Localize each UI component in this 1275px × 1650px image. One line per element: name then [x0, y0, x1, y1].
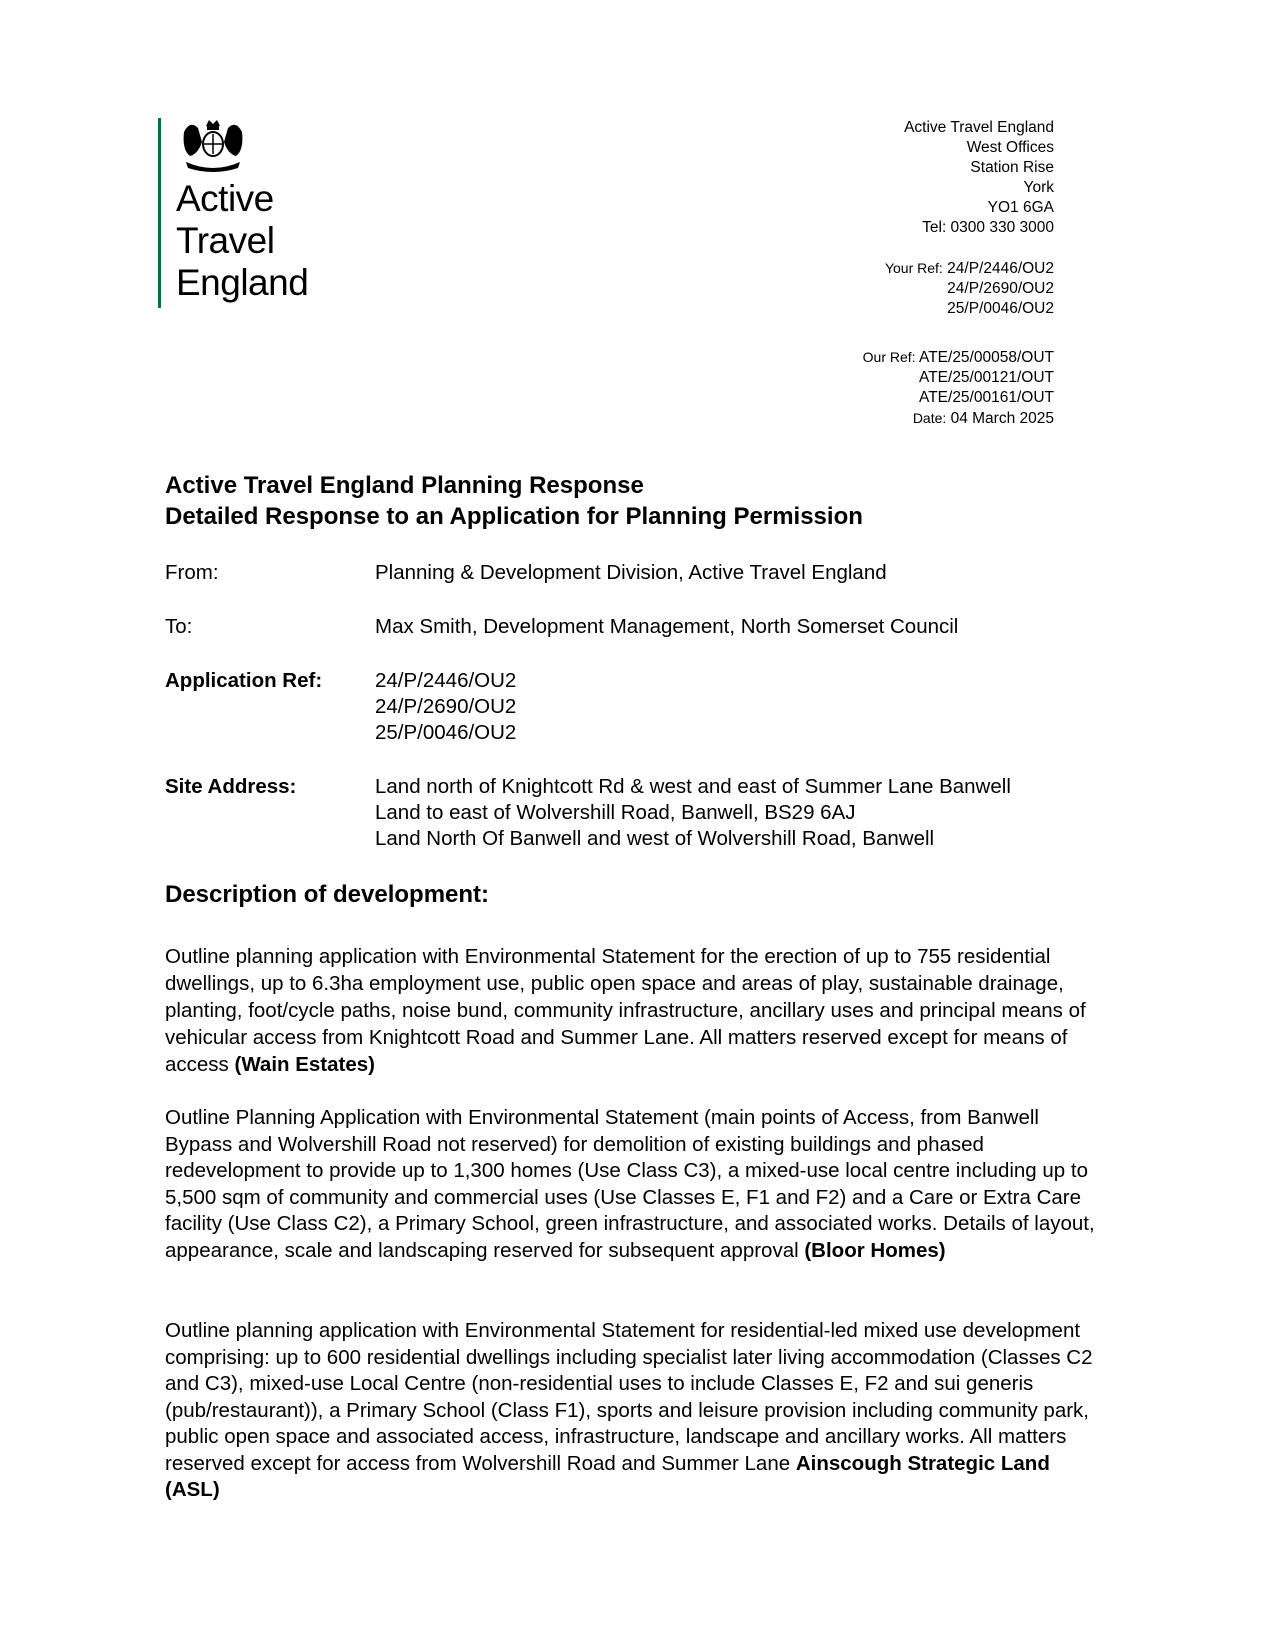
from-row: From: Planning & Development Division, Active Travel England — [165, 561, 887, 584]
address-line: Station Rise — [970, 159, 1054, 176]
sender-address-block — [863, 118, 1054, 429]
royal-coat-of-arms-icon — [176, 112, 250, 174]
subtitle-line: Detailed Response to an Application for Planning Permission — [165, 503, 863, 530]
site-address-row: Site Address: Land north of Knightcott Rd & west and east of Summer Lane Banwell Land to east of Wolvershill Road, Banwell, BS29 6AJ Land North Of Banwell and west of Wolvershill Road, Banwell — [165, 775, 1011, 850]
our-ref-line: ATE/25/00121/OUT — [919, 369, 1054, 386]
document-title — [165, 470, 863, 532]
logo-accent-bar — [158, 118, 161, 308]
response-metadata — [165, 560, 1011, 880]
logo-line: Active — [176, 178, 274, 219]
ate-logo — [158, 112, 328, 312]
application-ref-row: Application Ref: 24/P/2446/OU2 24/P/2690/OU2 25/P/0046/OU2 — [165, 669, 517, 744]
description-heading: Description of development: — [165, 881, 490, 908]
title-line: Active Travel England Planning Response — [165, 472, 644, 499]
address-line: West Offices — [966, 139, 1054, 156]
logo-wordmark — [176, 178, 308, 304]
address-line: Active Travel England — [904, 119, 1054, 136]
telephone: Tel: 0300 330 3000 — [922, 219, 1054, 236]
date: Date: 04 March 2025 — [912, 410, 1054, 427]
your-ref-line: 24/P/2690/OU2 — [947, 280, 1054, 297]
our-ref: Our Ref: ATE/25/00058/OUT — [862, 349, 1054, 366]
description-paragraph: Outline planning application with Environmental Statement for the erection of up to 755 residential dwellings, up to 6.3ha employment use, public open space and areas of play, sustainable drainage, planting, foot/cycle paths, noise bund, community infrastructure, ancillary uses and principal means of vehicular access from Knightcott Road and Summer Lane. All matters reserved except for means of access (Wain Estates) — [165, 945, 1086, 1076]
logo-line: Travel — [176, 220, 275, 261]
your-ref-line: 25/P/0046/OU2 — [947, 300, 1054, 317]
description-paragraph: Outline Planning Application with Environmental Statement (main points of Access, from Banwell Bypass and Wolvershill Road not reserved) for demolition of existing buildings and phased redevelopment to provide up to 1,300 homes (Use Class C3), a mixed-use local centre including up to 5,500 sqm of community and commercial uses (Use Classes E, F1 and F2) and a Care or Extra Care facility (Use Class C2), a Primary School, green infrastructure, and associated works. Details of layout, appearance, scale and landscaping reserved for subsequent approval (Bloor Homes) — [165, 1106, 1095, 1262]
description-paragraph: Outline planning application with Environmental Statement for residential-led mixed use development comprising: up to 600 residential dwellings including specialist later living accommodation (Classes C2 and C3), mixed-use Local Centre (non-residential uses to include Classes E, F2 and sui generis (pub/restaurant)), a Primary School (Class F1), sports and leisure provision including community park, public open space and associated access, infrastructure, landscape and ancillary works. All matters reserved except for access from Wolvershill Road and Summer Lane Ainscough Strategic Land (ASL) — [165, 1319, 1093, 1501]
to-row: To: Max Smith, Development Management, North Somerset Council — [165, 615, 959, 638]
address-line: YO1 6GA — [987, 199, 1054, 216]
our-ref-line: ATE/25/00161/OUT — [919, 389, 1054, 406]
your-ref: Your Ref: 24/P/2446/OU2 — [884, 260, 1054, 277]
address-line: York — [1023, 179, 1054, 196]
logo-line: England — [176, 262, 309, 303]
